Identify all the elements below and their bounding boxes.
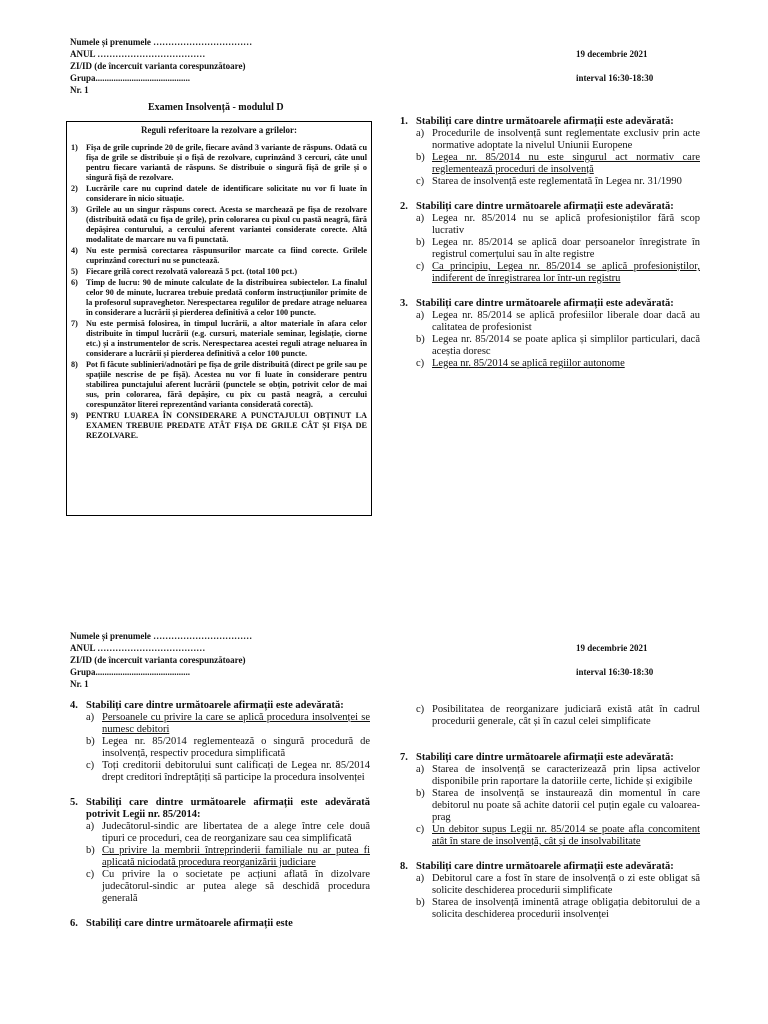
- rule-text: PENTRU LUAREA ÎN CONSIDERARE A PUNCTAJULUI OBȚINUT LA EXAMEN TREBUIE PREDATE ATÂT FIȘA DE GRILE CÂT ȘI FIȘA DE REZOLVARE.: [86, 411, 367, 440]
- rule-text: Pot fi făcute sublinieri/adnotări pe fișa de grile distribuită (direct pe grile sau pe spațiile nescrise de pe fișă). Acestea nu vor fi luate în considerare pentru stabilirea punctajului aferent lucrării (punctele se obțin, potrivit celor de mai sus, prin colorarea, fără depășire, cu pix cu pastă neagră, a cercului corespunzător literei reprezentând varianta considerată corectă).: [86, 360, 367, 409]
- option-text: Legea nr. 85/2014 se aplică doar persoanelor înregistrate în registrul comerțului sau în alte registre: [432, 237, 700, 260]
- question: [400, 201, 700, 285]
- page2-interval: interval 16:30-18:30: [576, 667, 654, 677]
- year-line: ANUL ………………………………: [70, 49, 206, 59]
- option-letter: b): [416, 788, 425, 799]
- zi-id-line: ZI/ID (de încercuit varianta corespunzătoare): [70, 61, 246, 71]
- page2-right-questions: [400, 752, 700, 934]
- question-number: 5.: [70, 797, 78, 808]
- question-text: Stabiliți care dintre următoarele afirmații este adevărată:: [416, 201, 674, 212]
- rule-text: Nu este permisă corectarea răspunsurilor marcate ca fiind corecte. Grilele cuprinzând corecturi nu se punctează.: [86, 246, 367, 265]
- question-number: 4.: [70, 700, 78, 711]
- question-title: [400, 201, 700, 213]
- rule-text: Lucrările care nu cuprind datele de identificare solicitate nu vor fi luate în considerare în nicio situație.: [86, 184, 367, 203]
- question-text: Stabiliți care dintre următoarele afirmații este adevărată potrivit Legii nr. 85/2014:: [86, 797, 370, 820]
- option-text: Starea de insolvență se instaurează din momentul în care debitorul nu poate să achite datorii cel puțin egale cu valoarea-prag: [432, 788, 700, 823]
- option: [416, 788, 700, 824]
- rules-list: [71, 143, 367, 441]
- rule-number: 4): [71, 246, 78, 255]
- option-text: Legea nr. 85/2014 se aplică profesiilor liberale doar dacă au calitatea de profesionist: [432, 310, 700, 333]
- option-text: Procedurile de insolvență sunt reglementate exclusiv prin acte normative adoptate la nivelul Uniunii Europene: [432, 128, 700, 151]
- rule-number: 9): [71, 411, 78, 420]
- option: [416, 358, 700, 370]
- question-text: Stabiliți care dintre următoarele afirmații este adevărată:: [86, 700, 344, 711]
- option: [416, 310, 700, 334]
- rule-text: Timp de lucru: 90 de minute calculate de la distribuirea subiectelor. La finalul celor 90 de minute, lucrarea trebuie predată conform instrucțiunilor primite de la profesorul supraveghetor. Nerespectarea regulilor de predare atrage neluarea în considerare a lucrării și pierderea definitivă a celor 100 puncte.: [86, 278, 367, 317]
- question-title: [70, 700, 370, 712]
- page2-date: 19 decembrie 2021: [576, 643, 648, 653]
- option-letter: b): [86, 845, 95, 856]
- page2-header-left: [70, 630, 252, 690]
- name-line: Numele și prenumele ……………………………: [70, 37, 253, 47]
- option-letter: b): [416, 237, 425, 248]
- rule-item: [71, 411, 367, 441]
- option-letter: c): [416, 176, 425, 187]
- option: [86, 845, 370, 869]
- option-letter: c): [416, 704, 425, 715]
- question-number: 3.: [400, 298, 408, 309]
- option-letter: b): [416, 152, 425, 163]
- option-letter: c): [416, 358, 425, 369]
- rule-number: 1): [71, 143, 78, 152]
- option-text: Legea nr. 85/2014 nu este singurul act normativ care reglementează proceduri de insolvență: [432, 152, 700, 175]
- question-title: [400, 298, 700, 310]
- option-letter: b): [86, 736, 95, 747]
- option-text: Legea nr. 85/2014 se poate aplica și simplilor particulari, dacă aceștia doresc: [432, 334, 700, 357]
- rule-item: [71, 360, 367, 410]
- rule-number: 2): [71, 184, 78, 193]
- rule-text: Fișa de grile cuprinde 20 de grile, fiecare având 3 variante de răspuns. Odată cu fișa de grile se distribuie și o fișă de rezolvare, cuprinzând 3 cercuri, câte unul pentru fiecare variantă de răspuns. Se distribuie o singură fișă de grile și o singură fișă de rezolvare.: [86, 143, 367, 182]
- option-letter: a): [416, 128, 425, 139]
- option-text: Debitorul care a fost în stare de insolvență o zi este obligat să solicite deschiderea procedurii simplificate: [432, 873, 700, 896]
- option: [416, 176, 700, 188]
- option-letter: c): [416, 261, 425, 272]
- rule-number: 8): [71, 360, 78, 369]
- rules-box: [66, 121, 372, 516]
- option: [416, 873, 700, 897]
- rule-number: 3): [71, 205, 78, 214]
- page2-left-questions: [70, 700, 370, 943]
- option-letter: b): [416, 897, 425, 908]
- question-title: [400, 861, 700, 873]
- option: [416, 237, 700, 261]
- option: [416, 824, 700, 848]
- option: [416, 213, 700, 237]
- option: [86, 869, 370, 905]
- question-text: Stabiliți care dintre următoarele afirmații este adevărată:: [416, 752, 674, 763]
- option: [86, 712, 370, 736]
- option: [416, 128, 700, 152]
- option-text: Un debitor supus Legii nr. 85/2014 se poate afla concomitent atât în stare de insolvență, cât și de insolvabilitate: [432, 824, 700, 847]
- option-text: Cu privire la o societate pe acțiuni aflată în dizolvare judecătorul-sindic ar putea alege să deschidă procedura generală: [102, 869, 370, 904]
- question-number: 7.: [400, 752, 408, 763]
- option: [416, 764, 700, 788]
- question: [400, 298, 700, 370]
- question: [400, 116, 700, 188]
- rule-item: [71, 246, 367, 266]
- option-letter: a): [416, 213, 425, 224]
- question: [70, 700, 370, 784]
- name-line-2: Numele și prenumele ……………………………: [70, 631, 253, 641]
- group-line: Grupa..........................................: [70, 73, 191, 83]
- option-text: Posibilitatea de reorganizare judiciară există atât în cadrul procedurii generale, cât și în cazul celei simplificate: [432, 704, 700, 727]
- option-letter: b): [416, 334, 425, 345]
- question-title: [400, 116, 700, 128]
- option-text: Judecătorul-sindic are libertatea de a alege între cele două tipuri ce proceduri, cea de reorganizare sau cea simplificată: [102, 821, 370, 844]
- question: [70, 918, 370, 930]
- option-text: Legea nr. 85/2014 nu se aplică profesioniștilor fără scop lucrativ: [432, 213, 700, 236]
- option: [416, 261, 700, 285]
- option-letter: c): [86, 869, 95, 880]
- option-letter: c): [86, 760, 95, 771]
- rule-number: 6): [71, 278, 78, 287]
- option-text: Starea de insolvență se caracterizează prin lipsa activelor disponibile prin raportare la datoriile certe, lichide și exigibile: [432, 764, 700, 787]
- nr-line: Nr. 1: [70, 85, 89, 95]
- option-text: Cu privire la membrii întreprinderii familiale nu ar putea fi aplicată niciodată procedura reorganizării judiciare: [102, 845, 370, 868]
- group-line-2: Grupa..........................................: [70, 667, 191, 677]
- rule-item: [71, 184, 367, 204]
- page1-questions: [400, 116, 700, 383]
- question-title: [400, 752, 700, 764]
- question: [70, 797, 370, 905]
- question-text: Stabiliți care dintre următoarele afirmații este adevărată:: [416, 116, 674, 127]
- page1-header-left: [70, 36, 252, 96]
- option-letter: c): [416, 824, 425, 835]
- rule-item: [71, 143, 367, 183]
- option-text: Persoanele cu privire la care se aplică procedura insolvenței se numesc debitori: [102, 712, 370, 735]
- rules-title: Reguli referitoare la rezolvare a grilelor:: [140, 125, 298, 135]
- question-number: 6.: [70, 918, 78, 929]
- question-number: 2.: [400, 201, 408, 212]
- page1-date: 19 decembrie 2021: [576, 49, 648, 59]
- option: [416, 152, 700, 176]
- option: [416, 897, 700, 921]
- rule-item: [71, 205, 367, 245]
- option: [86, 760, 370, 784]
- rule-item: [71, 278, 367, 318]
- exam-title: Examen Insolvență - modulul D: [148, 102, 284, 113]
- question-text: Stabiliți care dintre următoarele afirmații este: [86, 918, 293, 929]
- option: [416, 334, 700, 358]
- question-number: 1.: [400, 116, 408, 127]
- question: [400, 752, 700, 848]
- option-text: Legea nr. 85/2014 reglementează o singură procedură de insolvență, respectiv procedura simplificată: [102, 736, 370, 759]
- option-text: Legea nr. 85/2014 se aplică regiilor autonome: [432, 358, 625, 369]
- zi-id-line-2: ZI/ID (de încercuit varianta corespunzătoare): [70, 655, 246, 665]
- option-letter: a): [416, 310, 425, 321]
- rule-item: [71, 267, 367, 277]
- rule-number: 7): [71, 319, 78, 328]
- option: [86, 736, 370, 760]
- question-title: [70, 797, 370, 821]
- rule-text: Nu este permisă folosirea, în timpul lucrării, a altor materiale în afara celor distribuite în timpul lucrării (e.g. cursuri, materiale seminar, legislație, ciorne etc.) și a instrumentelor de scris. Nerespectarea acestei reguli atrage neluarea în considerare a lucrării și pierderea definitivă a celor 100 puncte.: [86, 319, 367, 358]
- option-q6c: [416, 704, 700, 728]
- option-letter: a): [416, 764, 425, 775]
- option-text: Starea de insolvență iminentă atrage obligația debitorului de a solicita deschiderea procedurii insolvenței: [432, 897, 700, 920]
- rule-text: Grilele au un singur răspuns corect. Acesta se marchează pe fișa de rezolvare (distribuită odată cu fișa de grile), prin colorarea cu pixul cu pastă neagră, fără depășirea conturului, a cercului aferent variantei considerate corecte. Altă modalitate de marcare nu va fi punctată.: [86, 205, 367, 244]
- page1-interval: interval 16:30-18:30: [576, 73, 654, 83]
- page2-right-continuation: [400, 704, 700, 728]
- option-text: Ca principiu, Legea nr. 85/2014 se aplică profesioniștilor, indiferent de înregistrarea lor într-un registru: [432, 261, 700, 284]
- nr-line-2: Nr. 1: [70, 679, 89, 689]
- option-text: Starea de insolvență este reglementată în Legea nr. 31/1990: [432, 176, 682, 187]
- rule-item: [71, 319, 367, 359]
- question-title: [70, 918, 370, 930]
- rule-number: 5): [71, 267, 78, 276]
- option: [86, 821, 370, 845]
- option-letter: a): [416, 873, 425, 884]
- question-number: 8.: [400, 861, 408, 872]
- question: [400, 861, 700, 921]
- option-letter: a): [86, 821, 95, 832]
- option-text: Toți creditorii debitorului sunt calificați de Legea nr. 85/2014 drept creditori îndreptățiți să participe la procedura insolvenței: [102, 760, 370, 783]
- year-line-2: ANUL ………………………………: [70, 643, 206, 653]
- question-text: Stabiliți care dintre următoarele afirmații este adevărată:: [416, 298, 674, 309]
- question-text: Stabiliți care dintre următoarele afirmații este adevărată:: [416, 861, 674, 872]
- rule-text: Fiecare grilă corect rezolvată valorează 5 pct. (total 100 pct.): [86, 267, 298, 276]
- option-letter: a): [86, 712, 95, 723]
